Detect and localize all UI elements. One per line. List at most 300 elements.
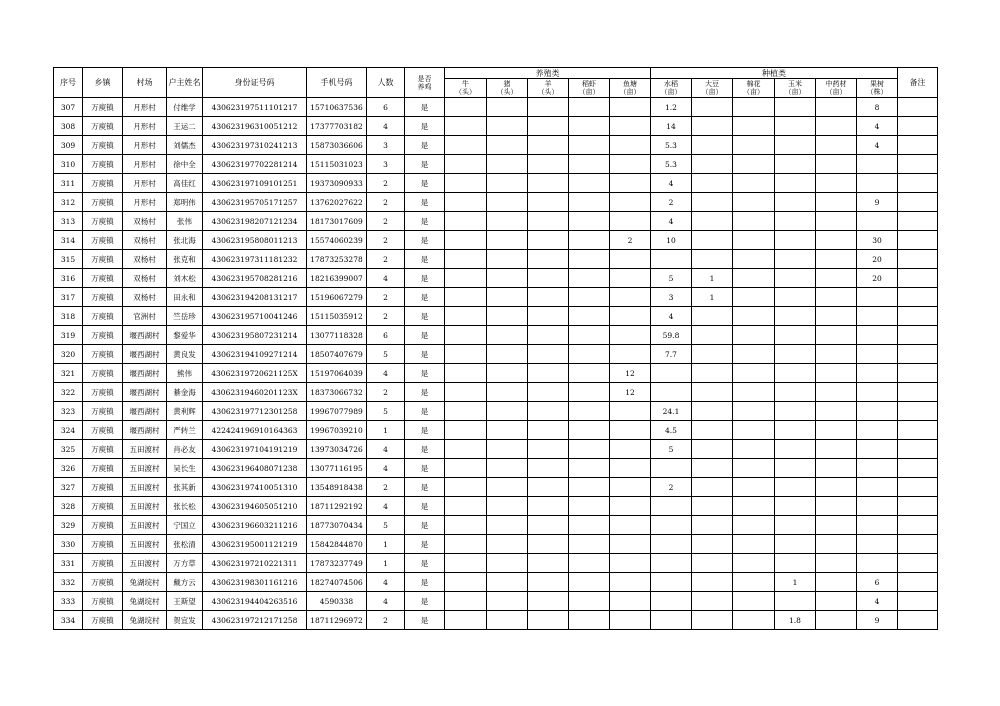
- cell-herb: [816, 117, 857, 136]
- cell-id: 430623195710041246: [203, 307, 307, 326]
- cell-pond: [610, 326, 651, 345]
- cell-soy: [692, 174, 733, 193]
- cell-pond: [610, 573, 651, 592]
- cell-phone: 15842844870: [307, 535, 367, 554]
- cell-people: 2: [367, 307, 405, 326]
- table-row: [54, 421, 938, 440]
- cell-name: 万方草: [167, 554, 203, 573]
- cell-herb: [816, 174, 857, 193]
- cell-remark: [898, 326, 938, 345]
- cell-seq: 313: [54, 212, 83, 231]
- cell-remark: [898, 383, 938, 402]
- cell-id: 430623197311181232: [203, 250, 307, 269]
- cell-id: 430623194109271214: [203, 345, 307, 364]
- table-row: [54, 117, 938, 136]
- cell-name: 徐中全: [167, 155, 203, 174]
- cell-phone: 18711292192: [307, 497, 367, 516]
- cell-herb: [816, 440, 857, 459]
- cell-soy: [692, 193, 733, 212]
- cell-soy: [692, 611, 733, 630]
- table-row: [54, 516, 938, 535]
- cell-cotton: [733, 592, 775, 611]
- cell-pig: [487, 497, 528, 516]
- cell-seq: 311: [54, 174, 83, 193]
- cell-people: 1: [367, 554, 405, 573]
- cell-herb: [816, 402, 857, 421]
- table-row: [54, 174, 938, 193]
- cell-seq: 318: [54, 307, 83, 326]
- cell-chicken: 是: [405, 231, 445, 250]
- header-soy-label: 大豆: [705, 80, 719, 88]
- header-sheep-unit: （头）: [537, 88, 559, 96]
- cell-seq: 330: [54, 535, 83, 554]
- cell-id: 430623195705171257: [203, 193, 307, 212]
- cell-soy: [692, 364, 733, 383]
- cell-shrimp: [569, 592, 610, 611]
- cell-people: 2: [367, 231, 405, 250]
- cell-chicken: 是: [405, 364, 445, 383]
- cell-herb: [816, 497, 857, 516]
- cell-people: 5: [367, 402, 405, 421]
- cell-cattle: [445, 250, 487, 269]
- cell-cattle: [445, 402, 487, 421]
- cell-soy: [692, 497, 733, 516]
- header-shrimp-label: 稻虾: [582, 80, 596, 88]
- header-chicken: [405, 68, 445, 98]
- cell-corn: [775, 117, 816, 136]
- cell-people: 4: [367, 269, 405, 288]
- cell-village: 五田渡村: [123, 535, 167, 554]
- cell-corn: [775, 98, 816, 117]
- cell-pond: 12: [610, 383, 651, 402]
- cell-village: 五田渡村: [123, 516, 167, 535]
- cell-name: 田永和: [167, 288, 203, 307]
- cell-village: 双杨村: [123, 269, 167, 288]
- cell-remark: [898, 421, 938, 440]
- table-row: [54, 212, 938, 231]
- cell-soy: [692, 573, 733, 592]
- cell-shrimp: [569, 136, 610, 155]
- cell-pond: [610, 345, 651, 364]
- cell-id: 430623196310051212: [203, 117, 307, 136]
- cell-name: 张克和: [167, 250, 203, 269]
- cell-cattle: [445, 326, 487, 345]
- cell-remark: [898, 364, 938, 383]
- cell-herb: [816, 554, 857, 573]
- cell-cattle: [445, 554, 487, 573]
- header-name: 户主姓名: [167, 68, 203, 98]
- cell-pond: [610, 136, 651, 155]
- cell-town: 万庾镇: [83, 155, 123, 174]
- cell-rice: [651, 535, 692, 554]
- cell-town: 万庾镇: [83, 535, 123, 554]
- cell-id: 430623197212171258: [203, 611, 307, 630]
- cell-cotton: [733, 478, 775, 497]
- table-row: [54, 535, 938, 554]
- cell-pond: [610, 478, 651, 497]
- cell-pig: [487, 326, 528, 345]
- cell-seq: 309: [54, 136, 83, 155]
- cell-seq: 312: [54, 193, 83, 212]
- cell-rice: 1.2: [651, 98, 692, 117]
- cell-sheep: [528, 193, 569, 212]
- cell-rice: [651, 459, 692, 478]
- cell-corn: 1: [775, 573, 816, 592]
- cell-sheep: [528, 592, 569, 611]
- cell-village: 五田渡村: [123, 554, 167, 573]
- table-row: [54, 98, 938, 117]
- cell-soy: [692, 478, 733, 497]
- table-row: [54, 497, 938, 516]
- cell-fruit: [857, 440, 898, 459]
- cell-id: 43062319720621125X: [203, 364, 307, 383]
- cell-pig: [487, 212, 528, 231]
- header-pond-unit: （亩）: [619, 88, 641, 96]
- cell-pond: [610, 307, 651, 326]
- cell-chicken: 是: [405, 269, 445, 288]
- cell-cotton: [733, 136, 775, 155]
- cell-soy: [692, 155, 733, 174]
- cell-cotton: [733, 573, 775, 592]
- cell-fruit: [857, 459, 898, 478]
- cell-phone: 4590338: [307, 592, 367, 611]
- cell-sheep: [528, 478, 569, 497]
- cell-pond: [610, 193, 651, 212]
- cell-cattle: [445, 497, 487, 516]
- cell-cattle: [445, 193, 487, 212]
- cell-town: 万庾镇: [83, 459, 123, 478]
- cell-rice: 14: [651, 117, 692, 136]
- cell-shrimp: [569, 117, 610, 136]
- cell-herb: [816, 212, 857, 231]
- cell-name: 张北海: [167, 231, 203, 250]
- cell-rice: 4: [651, 307, 692, 326]
- cell-seq: 327: [54, 478, 83, 497]
- cell-soy: [692, 459, 733, 478]
- cell-phone: 13548918438: [307, 478, 367, 497]
- cell-rice: [651, 250, 692, 269]
- cell-village: 堰西湖村: [123, 364, 167, 383]
- header-pig: [487, 79, 528, 98]
- header-soy: [692, 79, 733, 98]
- cell-remark: [898, 288, 938, 307]
- cell-corn: [775, 269, 816, 288]
- cell-cotton: [733, 155, 775, 174]
- cell-chicken: 是: [405, 212, 445, 231]
- cell-id: 430623194605051210: [203, 497, 307, 516]
- header-herb-unit: （亩）: [825, 88, 847, 96]
- cell-soy: [692, 554, 733, 573]
- cell-fruit: [857, 478, 898, 497]
- cell-id: 430623196603211216: [203, 516, 307, 535]
- cell-corn: [775, 383, 816, 402]
- cell-sheep: [528, 383, 569, 402]
- cell-herb: [816, 307, 857, 326]
- cell-chicken: 是: [405, 288, 445, 307]
- cell-seq: 322: [54, 383, 83, 402]
- cell-fruit: 6: [857, 573, 898, 592]
- cell-sheep: [528, 212, 569, 231]
- cell-name: 付维学: [167, 98, 203, 117]
- cell-remark: [898, 155, 938, 174]
- cell-sheep: [528, 117, 569, 136]
- cell-id: 430623194208131217: [203, 288, 307, 307]
- cell-pond: [610, 497, 651, 516]
- cell-cotton: [733, 212, 775, 231]
- table-row: [54, 193, 938, 212]
- cell-fruit: 20: [857, 250, 898, 269]
- cell-fruit: 4: [857, 117, 898, 136]
- cell-town: 万庾镇: [83, 231, 123, 250]
- cell-id: 43062319460201123X: [203, 383, 307, 402]
- cell-seq: 321: [54, 364, 83, 383]
- cell-cattle: [445, 383, 487, 402]
- cell-remark: [898, 497, 938, 516]
- cell-shrimp: [569, 98, 610, 117]
- table-row: [54, 231, 938, 250]
- cell-cotton: [733, 535, 775, 554]
- cell-shrimp: [569, 516, 610, 535]
- household-table: [53, 67, 938, 630]
- cell-herb: [816, 459, 857, 478]
- cell-id: 422424196910164363: [203, 421, 307, 440]
- cell-corn: [775, 136, 816, 155]
- cell-shrimp: [569, 535, 610, 554]
- cell-shrimp: [569, 573, 610, 592]
- cell-seq: 329: [54, 516, 83, 535]
- cell-seq: 307: [54, 98, 83, 117]
- cell-remark: [898, 307, 938, 326]
- cell-phone: 15197064039: [307, 364, 367, 383]
- cell-remark: [898, 117, 938, 136]
- cell-rice: 3: [651, 288, 692, 307]
- cell-soy: [692, 117, 733, 136]
- table-row: [54, 364, 938, 383]
- header-corn: [775, 79, 816, 98]
- cell-remark: [898, 193, 938, 212]
- cell-fruit: [857, 364, 898, 383]
- cell-herb: [816, 326, 857, 345]
- cell-town: 万庾镇: [83, 440, 123, 459]
- cell-fruit: [857, 174, 898, 193]
- cell-pond: [610, 250, 651, 269]
- cell-fruit: [857, 383, 898, 402]
- cell-shrimp: [569, 554, 610, 573]
- table-row: [54, 440, 938, 459]
- cell-pig: [487, 611, 528, 630]
- cell-shrimp: [569, 402, 610, 421]
- cell-town: 万庾镇: [83, 212, 123, 231]
- cell-town: 万庾镇: [83, 592, 123, 611]
- cell-rice: 5: [651, 440, 692, 459]
- table-row: [54, 307, 938, 326]
- cell-corn: [775, 212, 816, 231]
- header-corn-label: 玉米: [788, 80, 802, 88]
- header-phone: 手机号码: [307, 68, 367, 98]
- cell-name: 张其新: [167, 478, 203, 497]
- cell-sheep: [528, 554, 569, 573]
- cell-town: 万庾镇: [83, 269, 123, 288]
- cell-shrimp: [569, 326, 610, 345]
- cell-soy: 1: [692, 288, 733, 307]
- cell-pig: [487, 516, 528, 535]
- cell-corn: [775, 364, 816, 383]
- cell-pig: [487, 136, 528, 155]
- cell-phone: 13762027622: [307, 193, 367, 212]
- cell-name: 张长松: [167, 497, 203, 516]
- cell-seq: 334: [54, 611, 83, 630]
- cell-pond: [610, 155, 651, 174]
- cell-cattle: [445, 459, 487, 478]
- cell-fruit: [857, 497, 898, 516]
- cell-fruit: [857, 516, 898, 535]
- header-rice: [651, 79, 692, 98]
- cell-phone: 18173017609: [307, 212, 367, 231]
- cell-shrimp: [569, 478, 610, 497]
- cell-pig: [487, 440, 528, 459]
- header-fruit-label: 果树: [870, 80, 884, 88]
- cell-pig: [487, 117, 528, 136]
- cell-cattle: [445, 592, 487, 611]
- cell-village: 月形村: [123, 136, 167, 155]
- cell-soy: [692, 535, 733, 554]
- cell-rice: 10: [651, 231, 692, 250]
- header-cattle-label: 牛: [462, 80, 469, 88]
- cell-village: 五田渡村: [123, 440, 167, 459]
- cell-village: 堰西湖村: [123, 402, 167, 421]
- table-row: [54, 288, 938, 307]
- cell-remark: [898, 345, 938, 364]
- cell-cattle: [445, 212, 487, 231]
- cell-village: 兔湖垸村: [123, 592, 167, 611]
- cell-town: 万庾镇: [83, 345, 123, 364]
- cell-pig: [487, 98, 528, 117]
- cell-cattle: [445, 155, 487, 174]
- cell-phone: 17873253278: [307, 250, 367, 269]
- cell-shrimp: [569, 288, 610, 307]
- cell-sheep: [528, 402, 569, 421]
- cell-village: 双杨村: [123, 250, 167, 269]
- cell-sheep: [528, 307, 569, 326]
- cell-cattle: [445, 611, 487, 630]
- cell-people: 5: [367, 516, 405, 535]
- cell-rice: [651, 573, 692, 592]
- cell-pond: [610, 535, 651, 554]
- cell-town: 万庾镇: [83, 516, 123, 535]
- cell-soy: [692, 231, 733, 250]
- cell-rice: [651, 516, 692, 535]
- cell-herb: [816, 535, 857, 554]
- cell-pig: [487, 250, 528, 269]
- cell-rice: [651, 364, 692, 383]
- cell-remark: [898, 554, 938, 573]
- cell-sheep: [528, 155, 569, 174]
- cell-cotton: [733, 421, 775, 440]
- cell-cattle: [445, 535, 487, 554]
- cell-town: 万庾镇: [83, 250, 123, 269]
- cell-village: 双杨村: [123, 212, 167, 231]
- cell-fruit: 4: [857, 136, 898, 155]
- cell-id: 430623197702281214: [203, 155, 307, 174]
- cell-chicken: 是: [405, 497, 445, 516]
- cell-name: 张松清: [167, 535, 203, 554]
- cell-sheep: [528, 364, 569, 383]
- cell-corn: [775, 478, 816, 497]
- cell-seq: 323: [54, 402, 83, 421]
- cell-herb: [816, 136, 857, 155]
- cell-town: 万庾镇: [83, 611, 123, 630]
- cell-chicken: 是: [405, 478, 445, 497]
- header-rice-unit: （亩）: [660, 88, 682, 96]
- cell-village: 月形村: [123, 98, 167, 117]
- cell-pond: [610, 421, 651, 440]
- cell-chicken: 是: [405, 136, 445, 155]
- cell-rice: [651, 592, 692, 611]
- cell-herb: [816, 345, 857, 364]
- cell-cattle: [445, 231, 487, 250]
- cell-rice: 5.3: [651, 155, 692, 174]
- cell-town: 万庾镇: [83, 402, 123, 421]
- cell-soy: [692, 592, 733, 611]
- cell-village: 双杨村: [123, 231, 167, 250]
- cell-pond: [610, 117, 651, 136]
- cell-sheep: [528, 326, 569, 345]
- cell-phone: 17377703182: [307, 117, 367, 136]
- cell-pond: [610, 269, 651, 288]
- cell-chicken: 是: [405, 402, 445, 421]
- cell-seq: 308: [54, 117, 83, 136]
- cell-herb: [816, 478, 857, 497]
- header-pig-unit: （头）: [496, 88, 518, 96]
- cell-rice: 24.1: [651, 402, 692, 421]
- table-row: [54, 136, 938, 155]
- cell-chicken: 是: [405, 459, 445, 478]
- cell-town: 万庾镇: [83, 383, 123, 402]
- cell-chicken: 是: [405, 155, 445, 174]
- cell-seq: 331: [54, 554, 83, 573]
- cell-fruit: 8: [857, 98, 898, 117]
- cell-remark: [898, 516, 938, 535]
- cell-sheep: [528, 288, 569, 307]
- cell-corn: [775, 345, 816, 364]
- header-seq: 序号: [54, 68, 83, 98]
- cell-herb: [816, 193, 857, 212]
- cell-remark: [898, 402, 938, 421]
- cell-remark: [898, 269, 938, 288]
- cell-shrimp: [569, 611, 610, 630]
- cell-phone: 15196067279: [307, 288, 367, 307]
- cell-chicken: 是: [405, 345, 445, 364]
- cell-rice: [651, 383, 692, 402]
- cell-herb: [816, 421, 857, 440]
- cell-id: 430623197511101217: [203, 98, 307, 117]
- cell-cotton: [733, 174, 775, 193]
- table-row: [54, 155, 938, 174]
- cell-village: 月形村: [123, 193, 167, 212]
- cell-id: 430623197410051310: [203, 478, 307, 497]
- table-row: [54, 611, 938, 630]
- cell-pig: [487, 592, 528, 611]
- cell-soy: [692, 212, 733, 231]
- cell-phone: 15115035912: [307, 307, 367, 326]
- cell-fruit: 9: [857, 611, 898, 630]
- cell-seq: 317: [54, 288, 83, 307]
- cell-name: 綦金海: [167, 383, 203, 402]
- cell-pond: [610, 611, 651, 630]
- header-people: 人数: [367, 68, 405, 98]
- cell-cotton: [733, 516, 775, 535]
- cell-corn: [775, 288, 816, 307]
